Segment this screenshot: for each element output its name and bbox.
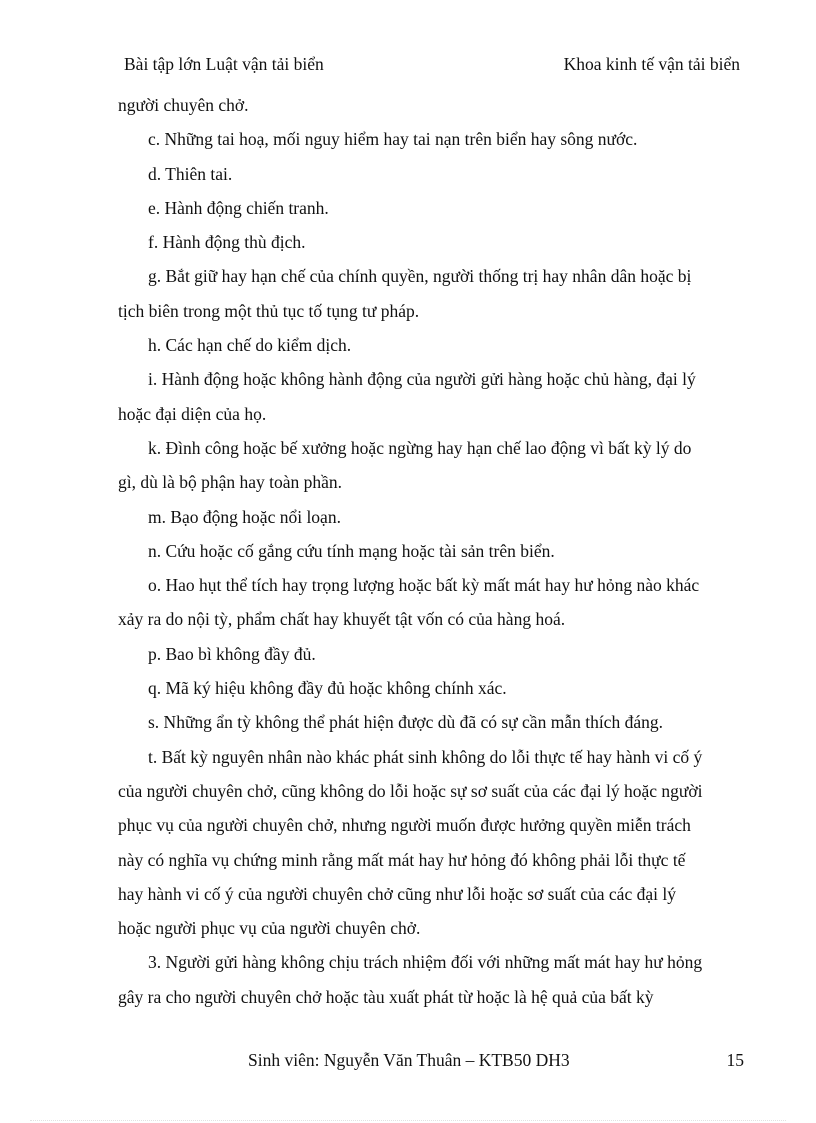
text-line: p. Bao bì không đầy đủ.	[148, 643, 316, 664]
text-line: gây ra cho người chuyên chở hoặc tàu xuất phát từ hoặc là hệ quả của bất kỳ	[118, 986, 654, 1007]
bottom-divider	[30, 1120, 786, 1121]
text-line: n. Cứu hoặc cố gắng cứu tính mạng hoặc tài sản trên biển.	[148, 540, 555, 561]
text-line: hoặc người phục vụ của người chuyên chở.	[118, 918, 421, 939]
page-header	[124, 52, 740, 76]
page-number: 15	[726, 1050, 744, 1070]
text-line: xảy ra do nội tỳ, phẩm chất hay khuyết tật vốn có của hàng hoá.	[118, 609, 566, 630]
text-line: o. Hao hụt thể tích hay trọng lượng hoặc bất kỳ mất mát hay hư hỏng nào khác	[148, 575, 700, 596]
text-line: phục vụ của người chuyên chở, nhưng người muốn được hưởng quyền miễn trách	[118, 815, 691, 836]
text-line: s. Những ẩn tỳ không thể phát hiện được dù đã có sự cần mẫn thích đáng.	[148, 712, 663, 733]
text-line: t. Bất kỳ nguyên nhân nào khác phát sinh không do lỗi thực tế hay hành vi cố ý	[148, 746, 703, 767]
text-line: g. Bắt giữ hay hạn chế của chính quyền, người thống trị hay nhân dân hoặc bị	[148, 266, 692, 287]
text-line: i. Hành động hoặc không hành động của người gửi hàng hoặc chủ hàng, đại lý	[148, 369, 696, 390]
text-line: này có nghĩa vụ chứng minh rằng mất mát hay hư hỏng đó không phải lỗi thực tế	[118, 849, 686, 870]
text-line: người chuyên chở.	[118, 95, 249, 115]
text-line: của người chuyên chở, cũng không do lỗi hoặc sự sơ suất của các đại lý hoặc người	[118, 780, 703, 801]
text-line: k. Đình công hoặc bế xưởng hoặc ngừng hay hạn chế lao động vì bất kỳ lý do	[148, 437, 692, 458]
text-line: q. Mã ký hiệu không đầy đủ hoặc không chính xác.	[148, 678, 507, 699]
text-line: d. Thiên tai.	[148, 163, 233, 184]
text-line: h. Các hạn chế do kiểm dịch.	[148, 335, 352, 356]
text-line: hoặc đại diện của họ.	[118, 403, 267, 424]
header-course-title: Bài tập lớn Luật vận tải biển	[124, 54, 324, 74]
text-line: tịch biên trong một thủ tục tố tụng tư pháp.	[118, 300, 420, 321]
text-line: m. Bạo động hoặc nổi loạn.	[148, 506, 341, 527]
text-line: hay hành vi cố ý của người chuyên chở cũng như lỗi hoặc sơ suất của các đại lý	[118, 883, 676, 904]
text-line: c. Những tai hoạ, mối nguy hiểm hay tai nạn trên biển hay sông nước.	[148, 129, 638, 150]
header-faculty: Khoa kinh tế vận tải biển	[563, 54, 740, 74]
footer-student-name: Sinh viên: Nguyễn Văn Thuân – KTB50 DH3	[248, 1050, 570, 1070]
body-text	[118, 88, 746, 1014]
text-line: 3. Người gửi hàng không chịu trách nhiệm đối với những mất mát hay hư hỏng	[148, 952, 703, 973]
text-line: f. Hành động thù địch.	[148, 232, 306, 253]
text-line: gì, dù là bộ phận hay toàn phần.	[118, 472, 343, 493]
text-line: e. Hành động chiến tranh.	[148, 197, 329, 218]
